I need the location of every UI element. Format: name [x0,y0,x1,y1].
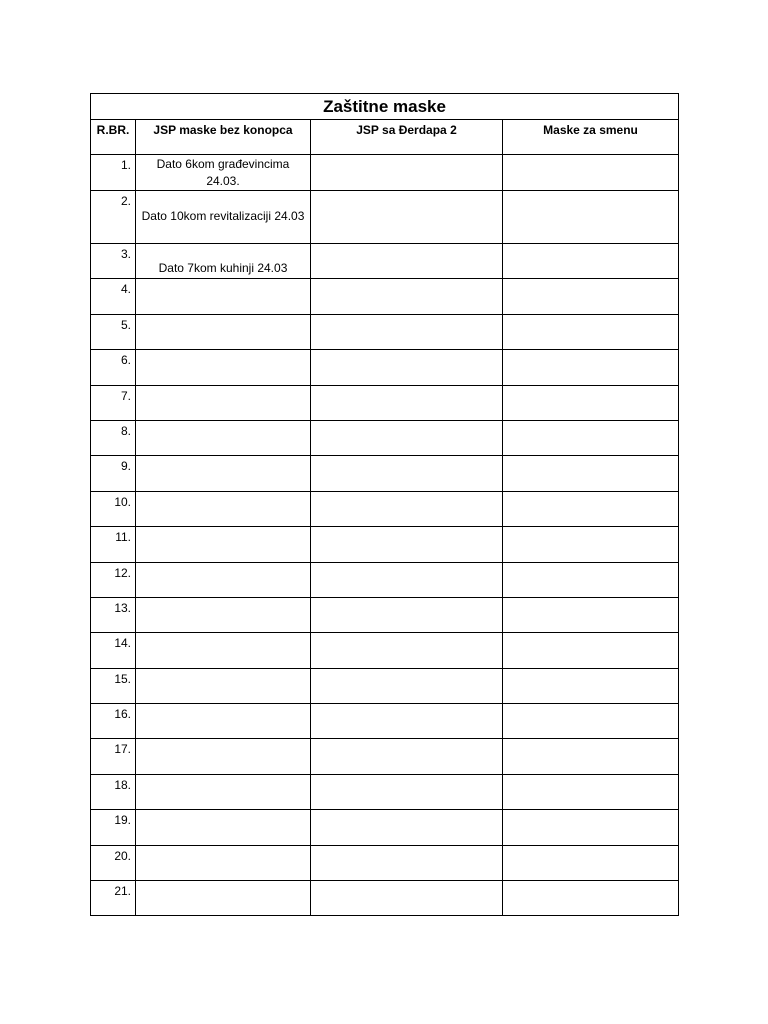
cell-maske-za-smenu [503,881,679,916]
cell-maske-za-smenu [503,491,679,526]
table-row [91,845,679,880]
table-row [91,191,679,244]
header-jsp-bez-konopca: JSP maske bez konopca [136,120,311,155]
table-row [91,774,679,809]
cell-jsp-bez-konopca [136,704,311,739]
row-number: 4. [91,279,136,314]
table-row [91,314,679,349]
cell-jsp-derdap [311,420,503,455]
cell-jsp-bez-konopca [136,191,311,244]
cell-jsp-derdap [311,704,503,739]
cell-maske-za-smenu [503,155,679,191]
row-number: 18. [91,774,136,809]
cell-maske-za-smenu [503,420,679,455]
cell-jsp-bez-konopca [136,739,311,774]
cell-jsp-derdap [311,279,503,314]
header-jsp-derdap: JSP sa Đerdapa 2 [311,120,503,155]
table-row [91,385,679,420]
cell-jsp-derdap [311,314,503,349]
cell-maske-za-smenu [503,633,679,668]
cell-jsp-bez-konopca [136,774,311,809]
cell-jsp-bez-konopca [136,845,311,880]
header-rbr: R.BR. [91,120,136,155]
row-number: 10. [91,491,136,526]
cell-jsp-derdap [311,350,503,385]
cell-maske-za-smenu [503,191,679,244]
table-row [91,155,679,191]
table-row [91,810,679,845]
cell-maske-za-smenu [503,810,679,845]
row-number: 15. [91,668,136,703]
cell-maske-za-smenu [503,314,679,349]
table-row [91,704,679,739]
cell-jsp-bez-konopca [136,244,311,279]
cell-jsp-bez-konopca [136,491,311,526]
cell-jsp-bez-konopca [136,881,311,916]
cell-maske-za-smenu [503,774,679,809]
cell-maske-za-smenu [503,385,679,420]
cell-jsp-bez-konopca [136,385,311,420]
row-number: 17. [91,739,136,774]
cell-jsp-bez-konopca [136,350,311,385]
cell-jsp-derdap [311,562,503,597]
cell-maske-za-smenu [503,244,679,279]
cell-jsp-bez-konopca [136,279,311,314]
row-number: 3. [91,244,136,279]
cell-jsp-bez-konopca [136,668,311,703]
cell-jsp-bez-konopca [136,456,311,491]
cell-jsp-bez-konopca [136,314,311,349]
cell-jsp-derdap [311,881,503,916]
row-number: 12. [91,562,136,597]
cell-maske-za-smenu [503,279,679,314]
cell-jsp-derdap [311,456,503,491]
table-row [91,420,679,455]
cell-jsp-bez-konopca [136,527,311,562]
table-row [91,527,679,562]
row-number: 5. [91,314,136,349]
cell-maske-za-smenu [503,668,679,703]
row-number: 6. [91,350,136,385]
header-row [91,120,679,155]
cell-jsp-bez-konopca [136,562,311,597]
cell-jsp-derdap [311,739,503,774]
table-row [91,881,679,916]
cell-maske-za-smenu [503,845,679,880]
cell-jsp-derdap [311,774,503,809]
table-row [91,456,679,491]
table-title: Zaštitne maske [91,94,679,120]
table-row [91,279,679,314]
cell-jsp-derdap [311,810,503,845]
cell-jsp-derdap [311,845,503,880]
table-row [91,739,679,774]
cell-jsp-bez-konopca [136,420,311,455]
row-number: 9. [91,456,136,491]
cell-maske-za-smenu [503,739,679,774]
row-number: 1. [91,155,136,191]
table-body [91,155,679,916]
row-number: 21. [91,881,136,916]
row-number: 13. [91,597,136,632]
cell-jsp-bez-konopca [136,597,311,632]
cell-maske-za-smenu [503,456,679,491]
cell-jsp-derdap [311,527,503,562]
document-page [90,93,678,916]
cell-jsp-bez-konopca [136,810,311,845]
cell-jsp-derdap [311,668,503,703]
cell-text: Dato 10kom revitalizaciji 24.03 [141,209,305,223]
cell-jsp-derdap [311,491,503,526]
cell-jsp-derdap [311,633,503,668]
table-row [91,597,679,632]
table-row [91,633,679,668]
cell-maske-za-smenu [503,597,679,632]
cell-maske-za-smenu [503,527,679,562]
masks-table [90,93,679,916]
row-number: 2. [91,191,136,244]
cell-text: Dato 6kom građevincima 24.03. [156,157,290,188]
cell-jsp-bez-konopca [136,155,311,191]
cell-maske-za-smenu [503,562,679,597]
row-number: 8. [91,420,136,455]
title-row [91,94,679,120]
row-number: 7. [91,385,136,420]
cell-jsp-bez-konopca [136,633,311,668]
row-number: 16. [91,704,136,739]
cell-maske-za-smenu [503,704,679,739]
table-row [91,244,679,279]
cell-text: Dato 7kom kuhinji 24.03 [158,261,288,275]
cell-jsp-derdap [311,155,503,191]
table-row [91,350,679,385]
table-row [91,562,679,597]
cell-jsp-derdap [311,597,503,632]
table-row [91,491,679,526]
row-number: 19. [91,810,136,845]
cell-jsp-derdap [311,244,503,279]
row-number: 14. [91,633,136,668]
header-maske-za-smenu: Maske za smenu [503,120,679,155]
row-number: 20. [91,845,136,880]
row-number: 11. [91,527,136,562]
cell-jsp-derdap [311,191,503,244]
cell-jsp-derdap [311,385,503,420]
table-row [91,668,679,703]
cell-maske-za-smenu [503,350,679,385]
